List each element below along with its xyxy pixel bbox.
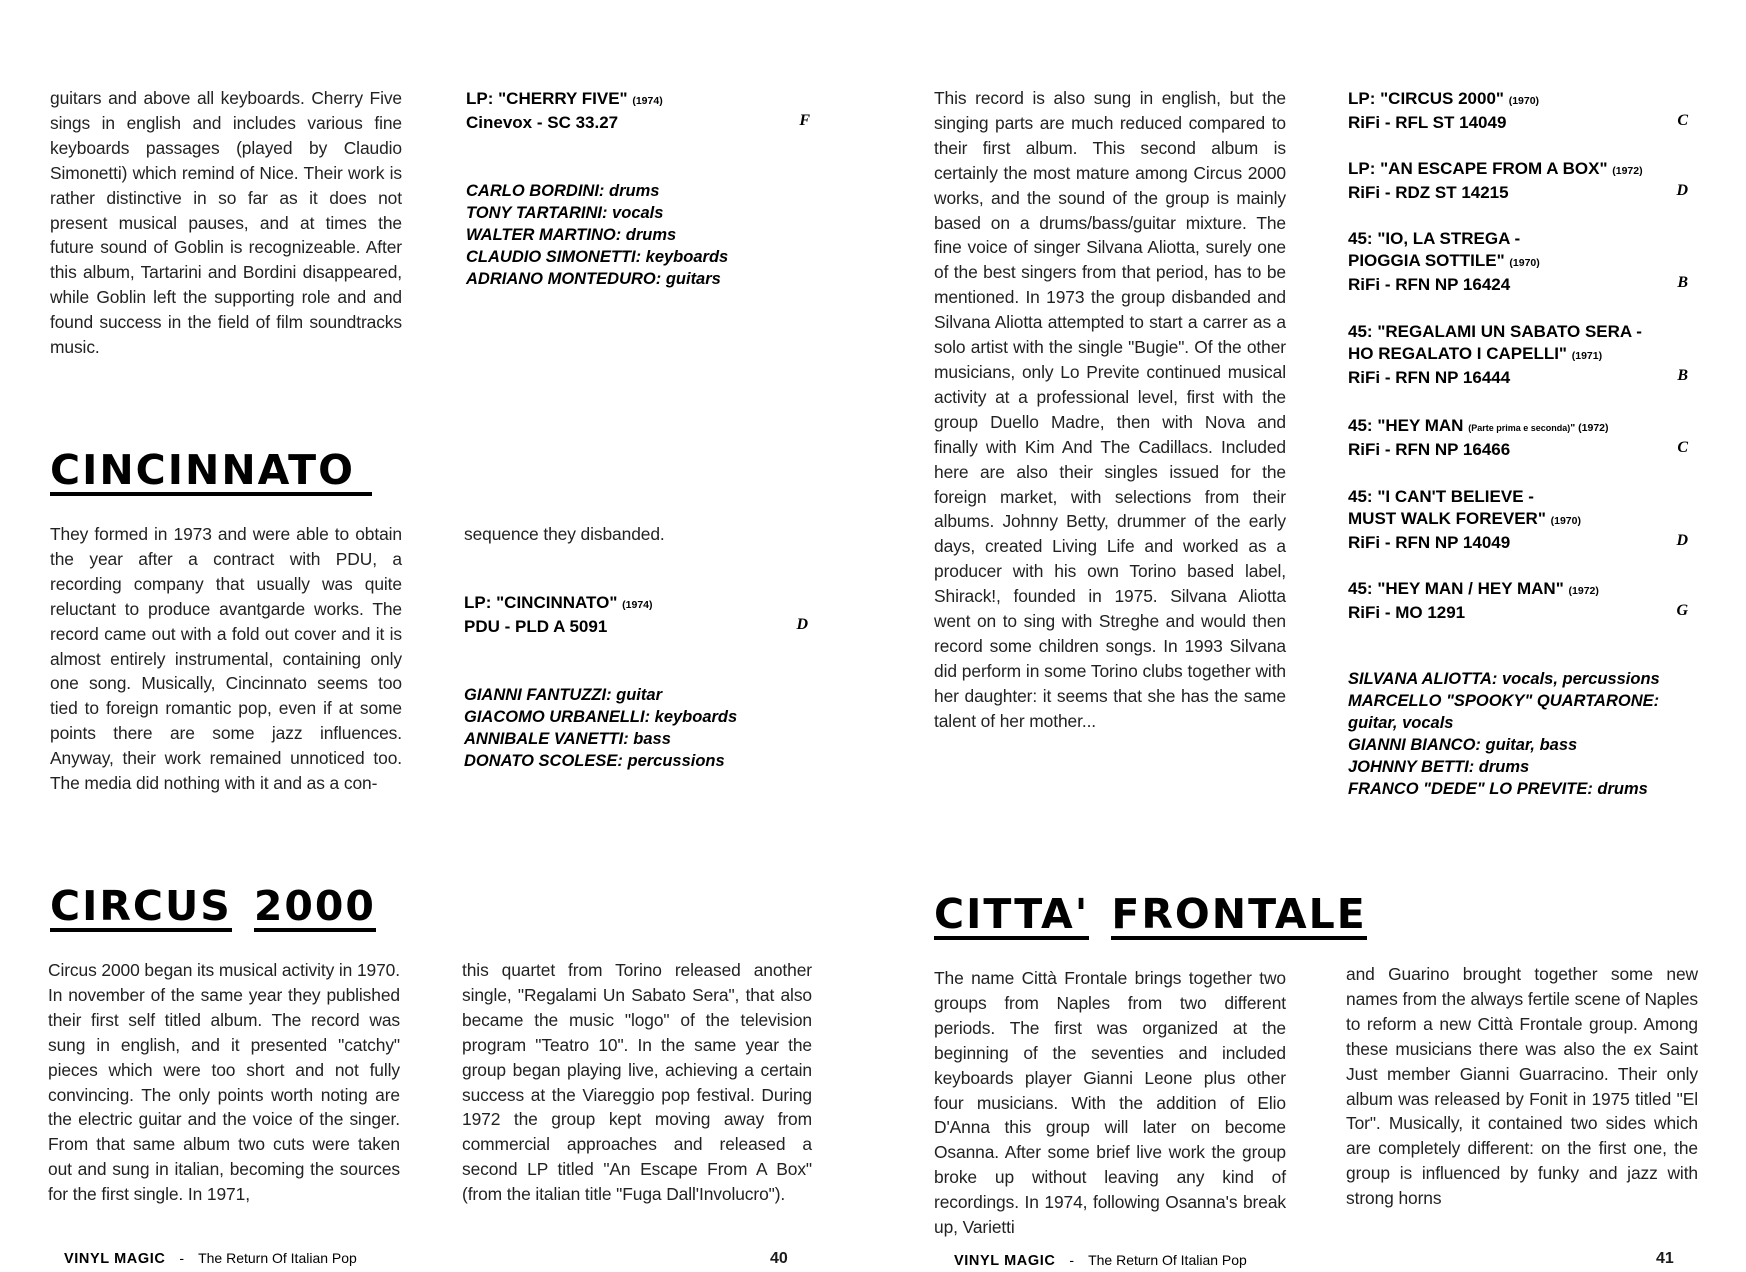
member-line: CLAUDIO SIMONETTI: keyboards <box>466 248 729 266</box>
circus-2000-members <box>1348 668 1660 800</box>
record-format: LP: <box>1348 89 1376 108</box>
record-catalog: RiFi - RDZ ST 14215 <box>1348 183 1509 202</box>
circus-2000-heading <box>50 884 398 932</box>
record-title: "HEY MAN <box>1377 416 1464 435</box>
circus-2000-paragraph-continued <box>934 86 1286 734</box>
record-format: 45: <box>1348 322 1373 341</box>
record-catalog: RiFi - RFN NP 16466 <box>1348 440 1511 459</box>
record-catalog: RiFi - RFN NP 14049 <box>1348 533 1511 552</box>
record-grade: D <box>1676 532 1688 549</box>
circus-2000-column-1 <box>48 958 400 1207</box>
record-grade: F <box>799 112 810 129</box>
cincinnato-record <box>464 592 808 638</box>
cincinnato-members <box>464 684 737 772</box>
record-format: LP: <box>1348 159 1376 178</box>
record-title: "I CAN'T BELIEVE - <box>1377 487 1534 506</box>
footer-dash: - <box>179 1250 185 1266</box>
record-grade: D <box>1676 182 1688 199</box>
record-note: (Parte prima e seconda) <box>1468 423 1571 433</box>
discography-entry <box>1348 486 1688 554</box>
record-catalog: RiFi - RFN NP 16424 <box>1348 275 1511 294</box>
record-format: LP: <box>464 593 492 612</box>
record-year: (1974) <box>632 95 663 107</box>
record-title: HO REGALATO I CAPELLI" <box>1348 344 1567 363</box>
member-line: DONATO SCOLESE: percussions <box>464 752 725 770</box>
circus-col1-text: Circus 2000 began its musical activity in 1970. In november of the same year they published their first self titled album. The record was sung in english, and it presented "catchy" pieces which were too short and not fully convincing. The only points worth noting are the electric guitar and the voice of the singer. From that same album two cuts were taken out and sung in italian, becoming the sources for the first single. In 1971, <box>48 960 400 1205</box>
discography-entry <box>1348 158 1688 204</box>
citta-col2-text: and Guarino brought together some new names from the always fertile scene of Naples to reform a new Città Frontale group. Among these musicians there was also the ex Saint Just member Gianni Guarracino. Their only album was released by Fonit in 1975 titled "El Tor". Musically, it contained two sides which are completely different: on the first one, the group is influenced by funky and jazz with strong horns <box>1346 964 1698 1209</box>
record-catalog: PDU - PLD A 5091 <box>464 617 608 636</box>
intro-paragraph-text: guitars and above all keyboards. Cherry Five sings in english and includes various fine keyboards passages (played by Claudio Simonetti) which remind of Nice. Their work is rather distinctive in so far as it does not present musical pauses, and at times the future sound of Goblin is recognizeable. After this album, Tartarini and Bordini disappeared, while Goblin left the supporting role and and found success in the field of film soundtracks music. <box>50 88 402 358</box>
record-title: "AN ESCAPE FROM A BOX" <box>1380 159 1608 178</box>
record-year: (1972) <box>1568 585 1599 597</box>
footer-dash: - <box>1069 1252 1075 1268</box>
footer-subtitle: The Return Of Italian Pop <box>1088 1252 1247 1268</box>
record-year: (1970) <box>1550 515 1581 527</box>
record-format: 45: <box>1348 579 1373 598</box>
left-page-number: 40 <box>770 1250 788 1267</box>
record-title: "CINCINNATO" <box>496 593 618 612</box>
discography-entry <box>1348 415 1688 461</box>
footer-magazine: VINYL MAGIC <box>64 1251 166 1267</box>
discography-entry <box>1348 228 1688 296</box>
record-year: (1970) <box>1509 257 1540 269</box>
citta-col1-text: The name Città Frontale brings together two groups from Naples from two different periods. The first was organized at the beginning of the seventies and included keyboards player Gianni Leone plus other four musicians. With the addition of Elio D'Anna this group will later on become Osanna. After some brief live work the group broke up without leaving any kind of recordings. In 1974, following Osanna's break up, Varietti <box>934 968 1286 1238</box>
record-year: (1972) <box>1612 165 1643 177</box>
member-line: JOHNNY BETTI: drums <box>1348 758 1530 776</box>
member-line: GIANNI BIANCO: guitar, bass <box>1348 736 1578 754</box>
record-catalog: RiFi - RFL ST 14049 <box>1348 113 1507 132</box>
record-catalog: RiFi - RFN NP 16444 <box>1348 368 1511 387</box>
cherry-five-record <box>466 88 810 134</box>
cincinnato-paragraph-text: They formed in 1973 and were able to obtain the year after a contract with PDU, a recording company that usually was quite reluctant to produce avantgarde works. The record came out with a fold out cover and it is almost entirely instrumental, containing only one song. Musically, Cincinnato seems too tied to foreign romantic pop, even if at some points there are some jazz influences. Anyway, their work remained unnoticed too. The media did nothing with it and as a con- <box>50 524 402 794</box>
citta-frontale-column-2 <box>1346 962 1698 1211</box>
member-line: ADRIANO MONTEDURO: guitars <box>466 270 721 288</box>
record-title: "HEY MAN / HEY MAN" <box>1377 579 1564 598</box>
record-title: "CIRCUS 2000" <box>1380 89 1504 108</box>
record-grade: B <box>1677 367 1688 384</box>
member-line: FRANCO "DEDE" LO PREVITE: drums <box>1348 780 1648 798</box>
heading-word: CITTA' <box>934 890 1090 938</box>
record-year: (1971) <box>1571 350 1603 362</box>
member-line: MARCELLO "SPOOKY" QUARTARONE: <box>1348 692 1660 710</box>
circus-paragraph-text: This record is also sung in english, but the singing parts are much reduced compared to their first album. This second album is certainly the most mature among Circus 2000 works, and the sound of the group is mainly based on a drums/bass/guitar mixture. The fine voice of singer Silvana Aliotta, surely one of the best singers from that period, has to be mentioned. In 1973 the group disbanded and Silvana Aliotta attempted to start a carrer as a solo artist with the single "Bugie". Of the other musicians, only Lo Previte continued musical activity at a professional level, first with the group Duello Madre, then with Nova and finally with Kim And The Cadillacs. Included here are also their singles issued for the foreign market, with selections from their albums. Johnny Betty, drummer of the early days, created Living Life and worked as a producer with his own Torino based label, Shirack!, founded in 1975. Silvana Aliotta went on to sing with Streghe and would then record some children songs. In 1993 Silvana did perform in some Torino clubs together with her daughter: it seems that she has the same talent of her mother... <box>934 88 1286 731</box>
cherry-five-members <box>466 180 728 290</box>
right-page-number: 41 <box>1656 1250 1674 1267</box>
left-footer <box>64 1250 357 1267</box>
member-line: TONY TARTARINI: vocals <box>466 204 664 222</box>
record-format: 45: <box>1348 487 1373 506</box>
member-line: GIACOMO URBANELLI: keyboards <box>464 708 738 726</box>
record-format: 45: <box>1348 229 1373 248</box>
discography-entry <box>1348 578 1688 624</box>
record-catalog: RiFi - MO 1291 <box>1348 603 1466 622</box>
record-title: "IO, LA STREGA - <box>1377 229 1521 248</box>
member-line: ANNIBALE VANETTI: bass <box>464 730 671 748</box>
right-footer <box>954 1252 1247 1269</box>
discography-entry <box>1348 321 1688 389</box>
footer-subtitle: The Return Of Italian Pop <box>198 1250 357 1266</box>
member-line: SILVANA ALIOTTA: vocals, percussions <box>1348 670 1660 688</box>
citta-frontale-heading <box>934 892 1389 940</box>
record-format: LP: <box>466 89 494 108</box>
record-year: (1970) <box>1508 95 1540 107</box>
footer-magazine: VINYL MAGIC <box>954 1253 1056 1269</box>
record-title: MUST WALK FOREVER" <box>1348 509 1546 528</box>
record-year: (1974) <box>622 599 653 611</box>
record-year: " (1972) <box>1570 422 1609 434</box>
heading-word: 2000 <box>253 882 376 930</box>
member-line: CARLO BORDINI: drums <box>466 182 660 200</box>
record-title: PIOGGIA SOTTILE" <box>1348 251 1505 270</box>
record-format: 45: <box>1348 416 1373 435</box>
circus-col2-text: this quartet from Torino released another single, "Regalami Un Sabato Sera", that also became the music "logo" of the television program "Teatro 10". In the same year the group began playing live, achieving a certain success at the Viareggio pop festival. During 1972 the group kept moving away from commercial approaches and released a second LP titled "An Escape From A Box" (from the italian title "Fuga Dall'Involucro"). <box>462 960 812 1205</box>
cincinnato-continuation: sequence they disbanded. <box>464 524 665 544</box>
record-grade: D <box>796 616 808 633</box>
cherry-five-paragraph <box>50 86 402 360</box>
circus-2000-discography <box>1348 88 1688 708</box>
member-line: WALTER MARTINO: drums <box>466 226 677 244</box>
circus-2000-column-2 <box>462 958 812 1207</box>
member-line: guitar, vocals <box>1348 714 1454 732</box>
cincinnato-paragraph <box>50 522 402 796</box>
member-line: GIANNI FANTUZZI: guitar <box>464 686 662 704</box>
record-grade: C <box>1677 439 1688 456</box>
heading-word: FRONTALE <box>1111 890 1367 938</box>
record-grade: B <box>1677 274 1688 291</box>
citta-frontale-column-1 <box>934 966 1286 1240</box>
heading-word: CIRCUS <box>50 882 232 930</box>
record-grade: G <box>1676 602 1688 619</box>
record-title: "REGALAMI UN SABATO SERA - <box>1377 322 1642 341</box>
record-title: "CHERRY FIVE" <box>498 89 628 108</box>
record-grade: C <box>1677 112 1688 129</box>
discography-entry <box>1348 88 1688 134</box>
cincinnato-heading: CINCINNATO <box>50 448 372 496</box>
record-catalog: Cinevox - SC 33.27 <box>466 113 619 132</box>
